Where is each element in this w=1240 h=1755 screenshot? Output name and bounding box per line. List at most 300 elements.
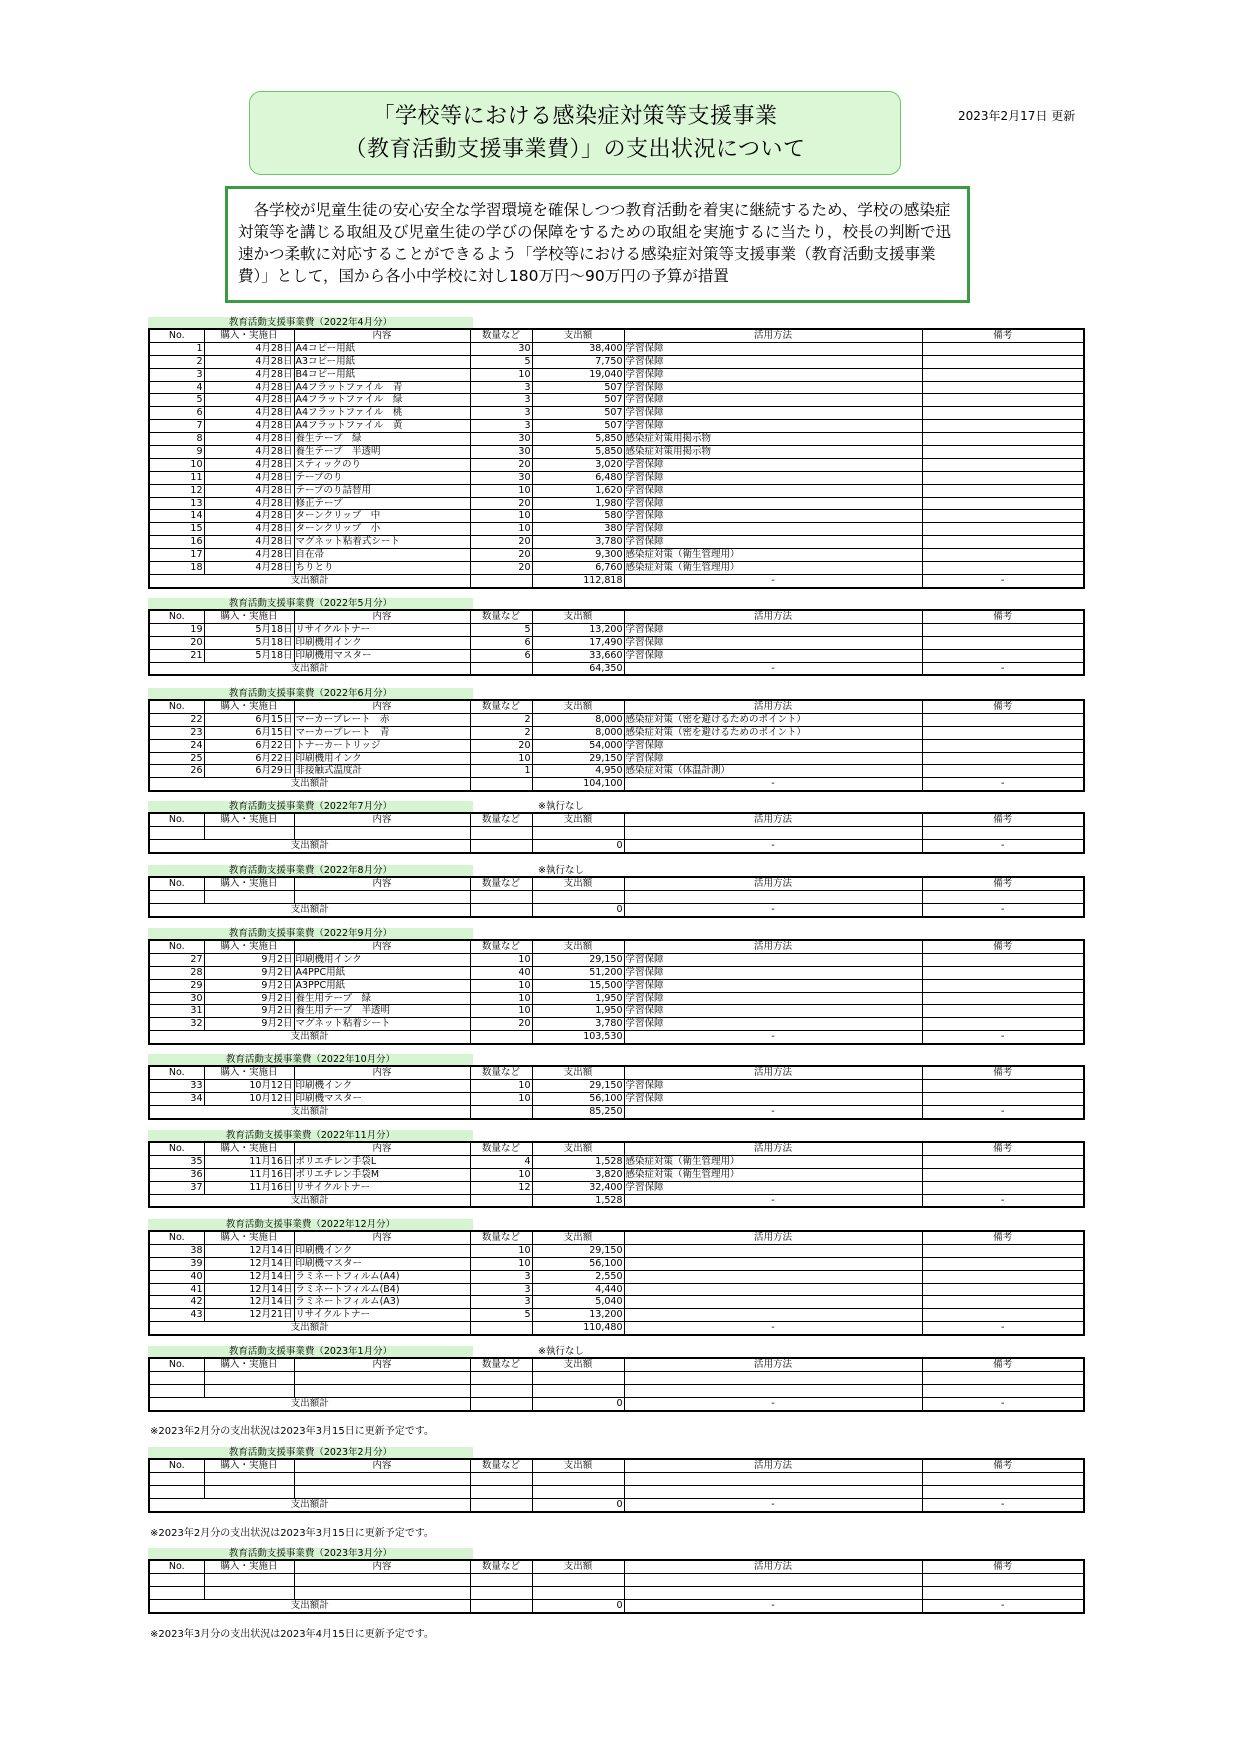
cell-use: 学習保障 [624, 649, 922, 662]
cell-amount: 1,950 [532, 992, 624, 1005]
cell-use: 学習保障 [624, 342, 922, 355]
column-header: 数量など [470, 329, 532, 342]
cell-no: 14 [149, 510, 204, 523]
cell-qty: 10 [470, 979, 532, 992]
expense-section [148, 1130, 1083, 1208]
cell-item: マグネット粘着式シート [294, 536, 470, 549]
cell-use: 感染症対策用掲示物 [624, 433, 922, 446]
footnote-3: ※2023年3月分の支出状況は2023年4月15日に更新予定です。 [150, 1629, 434, 1640]
cell-qty: 30 [470, 446, 532, 459]
cell-use [624, 890, 922, 903]
cell-date: 4月28日 [204, 381, 294, 394]
table-row [149, 342, 1084, 355]
cell-date: 4月28日 [204, 549, 294, 562]
cell-amount: 29,150 [532, 1079, 624, 1092]
column-header: 数量など [470, 940, 532, 953]
cell-item: 印刷機マスター [294, 1092, 470, 1105]
cell-qty: 10 [470, 1257, 532, 1270]
column-header: 支出額 [532, 329, 624, 342]
total-remarks: - [922, 903, 1084, 916]
cell-date: 4月28日 [204, 342, 294, 355]
cell-item: ターンクリップ 中 [294, 510, 470, 523]
cell-remarks [922, 562, 1084, 575]
cell-qty: 5 [470, 1309, 532, 1322]
cell-qty: 3 [470, 1283, 532, 1296]
cell-qty: 10 [470, 368, 532, 381]
cell-no: 18 [149, 562, 204, 575]
table-row [149, 433, 1084, 446]
cell-remarks [922, 752, 1084, 765]
cell-item: 養生テープ 半透明 [294, 446, 470, 459]
cell-remarks [922, 1018, 1084, 1031]
cell-remarks [922, 368, 1084, 381]
cell-use [624, 1257, 922, 1270]
cell-use: 学習保障 [624, 953, 922, 966]
cell-use: 学習保障 [624, 355, 922, 368]
cell-no: 40 [149, 1270, 204, 1283]
section-header [148, 1219, 1083, 1230]
column-header: 内容 [294, 1459, 470, 1472]
cell-remarks [922, 407, 1084, 420]
cell-qty: 5 [470, 355, 532, 368]
table-header-row [149, 700, 1084, 713]
table-row [149, 420, 1084, 433]
column-header: 購入・実施日 [204, 700, 294, 713]
no-execution-note: ※執行なし [538, 865, 584, 876]
total-remarks: - [922, 1194, 1084, 1207]
cell-use: 学習保障 [624, 1092, 922, 1105]
cell-amount: 1,528 [532, 1155, 624, 1168]
cell-remarks [922, 1270, 1084, 1283]
cell-no: 23 [149, 726, 204, 739]
table-row [149, 458, 1084, 471]
table-row [149, 1092, 1084, 1105]
cell-item: テープのり [294, 471, 470, 484]
cell-no: 28 [149, 966, 204, 979]
table-row [149, 623, 1084, 636]
cell-amount [532, 1384, 624, 1397]
cell-use: 学習保障 [624, 497, 922, 510]
cell-item [294, 1384, 470, 1397]
cell-qty: 3 [470, 420, 532, 433]
cell-no: 21 [149, 649, 204, 662]
cell-amount: 38,400 [532, 342, 624, 355]
column-header: No. [149, 1358, 204, 1371]
cell-item: 印刷機用インク [294, 953, 470, 966]
table-row [149, 1168, 1084, 1181]
cell-use: 感染症対策（衛生管理用） [624, 1155, 922, 1168]
total-qty [470, 839, 532, 852]
cell-remarks [922, 992, 1084, 1005]
column-header: No. [149, 1560, 204, 1573]
table-header-row [149, 877, 1084, 890]
column-header: 数量など [470, 1231, 532, 1244]
column-header: 備考 [922, 1066, 1084, 1079]
cell-item: ラミネートフィルム(A3) [294, 1296, 470, 1309]
total-label: 支出額計 [149, 1031, 470, 1044]
cell-use [624, 826, 922, 839]
cell-remarks [922, 726, 1084, 739]
cell-date [204, 1384, 294, 1397]
cell-qty: 4 [470, 1155, 532, 1168]
cell-amount: 3,780 [532, 1018, 624, 1031]
section-title: 教育活動支援事業費（2022年4月分） [148, 317, 473, 328]
expense-table [148, 1357, 1085, 1412]
cell-use: 感染症対策用掲示物 [624, 446, 922, 459]
column-header: 活用方法 [624, 877, 922, 890]
column-header: 内容 [294, 1142, 470, 1155]
cell-qty: 20 [470, 458, 532, 471]
expense-section [148, 1447, 1083, 1513]
total-row [149, 1194, 1084, 1207]
cell-amount: 54,000 [532, 739, 624, 752]
table-row [149, 368, 1084, 381]
cell-amount: 13,200 [532, 1309, 624, 1322]
column-header: 備考 [922, 940, 1084, 953]
table-row [149, 1005, 1084, 1018]
cell-amount: 13,200 [532, 623, 624, 636]
cell-remarks [922, 342, 1084, 355]
column-header: 支出額 [532, 1459, 624, 1472]
cell-no [149, 1472, 204, 1485]
column-header: No. [149, 813, 204, 826]
cell-qty: 20 [470, 536, 532, 549]
cell-item: 自在帚 [294, 549, 470, 562]
cell-qty [470, 890, 532, 903]
cell-remarks [922, 458, 1084, 471]
cell-remarks [922, 1586, 1084, 1599]
cell-use [624, 1485, 922, 1498]
column-header: 数量など [470, 1142, 532, 1155]
cell-item: 印刷機用インク [294, 752, 470, 765]
cell-date: 6月22日 [204, 752, 294, 765]
cell-date [204, 1371, 294, 1384]
cell-qty [470, 1472, 532, 1485]
cell-use [624, 1586, 922, 1599]
table-row [149, 510, 1084, 523]
section-header [148, 1054, 1083, 1065]
cell-remarks [922, 739, 1084, 752]
cell-remarks [922, 636, 1084, 649]
section-header [148, 928, 1083, 939]
total-method: - [624, 903, 922, 916]
cell-date: 5月18日 [204, 649, 294, 662]
cell-use [624, 1472, 922, 1485]
section-title: 教育活動支援事業費（2022年11月分） [148, 1130, 473, 1141]
column-header: 支出額 [532, 1142, 624, 1155]
cell-remarks [922, 394, 1084, 407]
page-title-line1: 「学校等における感染症対策等支援事業 [372, 104, 778, 129]
total-row [149, 778, 1084, 791]
total-method: - [624, 1031, 922, 1044]
cell-remarks [922, 433, 1084, 446]
cell-item: 修正テープ [294, 497, 470, 510]
column-header: 購入・実施日 [204, 1560, 294, 1573]
cell-amount [532, 1573, 624, 1586]
cell-amount: 507 [532, 420, 624, 433]
cell-no: 37 [149, 1181, 204, 1194]
expense-table [148, 876, 1085, 918]
cell-item: ラミネートフィルム(A4) [294, 1270, 470, 1283]
cell-item: 印刷機用マスター [294, 649, 470, 662]
column-header: 備考 [922, 700, 1084, 713]
table-row [149, 523, 1084, 536]
total-qty [470, 1498, 532, 1511]
cell-amount: 5,850 [532, 433, 624, 446]
section-header [148, 1346, 1083, 1357]
cell-item: A4コピー用紙 [294, 342, 470, 355]
column-header: 備考 [922, 1231, 1084, 1244]
cell-no [149, 1573, 204, 1586]
cell-qty: 5 [470, 623, 532, 636]
cell-qty: 10 [470, 1079, 532, 1092]
expense-table [148, 1065, 1085, 1120]
column-header: 購入・実施日 [204, 940, 294, 953]
column-header: 内容 [294, 1066, 470, 1079]
cell-remarks [922, 471, 1084, 484]
cell-amount: 9,300 [532, 549, 624, 562]
cell-remarks [922, 536, 1084, 549]
cell-use: 学習保障 [624, 636, 922, 649]
column-header: No. [149, 1459, 204, 1472]
updated-date: 2023年2月17日 更新 [958, 109, 1076, 123]
cell-use [624, 1283, 922, 1296]
total-remarks: - [922, 662, 1084, 675]
cell-qty: 10 [470, 484, 532, 497]
cell-date: 11月16日 [204, 1155, 294, 1168]
table-header-row [149, 1459, 1084, 1472]
cell-amount: 380 [532, 523, 624, 536]
cell-date [204, 890, 294, 903]
cell-date: 6月15日 [204, 713, 294, 726]
total-row [149, 1105, 1084, 1118]
total-qty [470, 903, 532, 916]
cell-use: 学習保障 [624, 1079, 922, 1092]
total-row [149, 839, 1084, 852]
cell-qty: 3 [470, 381, 532, 394]
table-row [149, 1472, 1084, 1485]
cell-amount: 580 [532, 510, 624, 523]
cell-amount: 29,150 [532, 953, 624, 966]
column-header: 内容 [294, 610, 470, 623]
cell-date: 9月2日 [204, 966, 294, 979]
table-row [149, 953, 1084, 966]
column-header: 支出額 [532, 877, 624, 890]
cell-qty [470, 1573, 532, 1586]
table-row [149, 1018, 1084, 1031]
cell-remarks [922, 381, 1084, 394]
cell-amount: 17,490 [532, 636, 624, 649]
cell-qty: 10 [470, 510, 532, 523]
cell-amount: 5,850 [532, 446, 624, 459]
total-amount: 112,818 [532, 574, 624, 587]
column-header: 支出額 [532, 1358, 624, 1371]
cell-qty: 2 [470, 726, 532, 739]
cell-date: 4月28日 [204, 510, 294, 523]
total-remarks: - [922, 1105, 1084, 1118]
cell-item: ターンクリップ 小 [294, 523, 470, 536]
footnote-1: ※2023年2月分の支出状況は2023年3月15日に更新予定です。 [150, 1426, 434, 1437]
cell-remarks [922, 1573, 1084, 1586]
expense-table [148, 1141, 1085, 1208]
table-row [149, 1485, 1084, 1498]
total-label: 支出額計 [149, 903, 470, 916]
column-header: 購入・実施日 [204, 877, 294, 890]
cell-date: 6月29日 [204, 765, 294, 778]
table-row [149, 1309, 1084, 1322]
cell-no: 41 [149, 1283, 204, 1296]
cell-use: 学習保障 [624, 752, 922, 765]
cell-no: 25 [149, 752, 204, 765]
cell-remarks [922, 1371, 1084, 1384]
cell-no: 26 [149, 765, 204, 778]
cell-use [624, 1296, 922, 1309]
cell-qty: 10 [470, 1092, 532, 1105]
column-header: 活用方法 [624, 940, 922, 953]
total-amount: 85,250 [532, 1105, 624, 1118]
cell-amount: 2,550 [532, 1270, 624, 1283]
total-qty [470, 574, 532, 587]
total-row [149, 1031, 1084, 1044]
cell-no: 6 [149, 407, 204, 420]
table-row [149, 1257, 1084, 1270]
cell-item: 非接触式温度計 [294, 765, 470, 778]
column-header: 活用方法 [624, 1560, 922, 1573]
table-row [149, 1384, 1084, 1397]
cell-qty [470, 826, 532, 839]
table-row [149, 1296, 1084, 1309]
cell-qty: 30 [470, 433, 532, 446]
cell-date: 4月28日 [204, 471, 294, 484]
cell-item: ちりとり [294, 562, 470, 575]
cell-date: 4月28日 [204, 484, 294, 497]
section-header [148, 688, 1083, 699]
table-row [149, 1181, 1084, 1194]
total-qty [470, 1105, 532, 1118]
cell-use: 感染症対策（体温計測） [624, 765, 922, 778]
cell-date: 4月28日 [204, 523, 294, 536]
cell-no: 31 [149, 1005, 204, 1018]
cell-remarks [922, 523, 1084, 536]
cell-date: 4月28日 [204, 497, 294, 510]
table-row [149, 826, 1084, 839]
column-header: 支出額 [532, 940, 624, 953]
cell-date: 4月28日 [204, 420, 294, 433]
expense-table [148, 328, 1085, 589]
column-header: 数量など [470, 1358, 532, 1371]
cell-qty: 1 [470, 765, 532, 778]
cell-use: 学習保障 [624, 458, 922, 471]
total-label: 支出額計 [149, 1194, 470, 1207]
cell-remarks [922, 484, 1084, 497]
table-row [149, 726, 1084, 739]
cell-qty: 10 [470, 1244, 532, 1257]
total-row [149, 903, 1084, 916]
cell-no: 3 [149, 368, 204, 381]
cell-date: 10月12日 [204, 1092, 294, 1105]
total-amount: 64,350 [532, 662, 624, 675]
cell-date [204, 1573, 294, 1586]
cell-use [624, 1371, 922, 1384]
cell-remarks [922, 510, 1084, 523]
cell-remarks [922, 1257, 1084, 1270]
table-row [149, 355, 1084, 368]
cell-date: 6月15日 [204, 726, 294, 739]
cell-item: マーカープレート 青 [294, 726, 470, 739]
section-header [148, 1548, 1083, 1559]
cell-date: 12月14日 [204, 1296, 294, 1309]
cell-date: 12月14日 [204, 1244, 294, 1257]
cell-date: 4月28日 [204, 355, 294, 368]
cell-amount [532, 1371, 624, 1384]
cell-item: 養生用テープ 半透明 [294, 1005, 470, 1018]
cell-qty: 20 [470, 562, 532, 575]
cell-date: 4月28日 [204, 433, 294, 446]
column-header: No. [149, 1066, 204, 1079]
section-header [148, 317, 1083, 328]
total-remarks: - [922, 1599, 1084, 1612]
table-row [149, 649, 1084, 662]
cell-qty: 10 [470, 523, 532, 536]
total-qty [470, 1599, 532, 1612]
table-row [149, 497, 1084, 510]
expense-section [148, 1054, 1083, 1120]
total-row [149, 1322, 1084, 1335]
table-row [149, 1283, 1084, 1296]
expense-table [148, 609, 1085, 676]
cell-no: 16 [149, 536, 204, 549]
column-header: 数量など [470, 1066, 532, 1079]
cell-date: 12月21日 [204, 1309, 294, 1322]
cell-use: 学習保障 [624, 523, 922, 536]
cell-use: 感染症対策（密を避けるためのポイント） [624, 713, 922, 726]
cell-remarks [922, 890, 1084, 903]
cell-amount: 4,440 [532, 1283, 624, 1296]
cell-no [149, 1485, 204, 1498]
column-header: No. [149, 1142, 204, 1155]
expense-table [148, 812, 1085, 854]
total-qty [470, 1194, 532, 1207]
section-title: 教育活動支援事業費（2022年6月分） [148, 688, 473, 699]
cell-date: 9月2日 [204, 979, 294, 992]
table-row [149, 1586, 1084, 1599]
cell-no: 15 [149, 523, 204, 536]
cell-amount [532, 890, 624, 903]
column-header: 備考 [922, 1358, 1084, 1371]
column-header: 活用方法 [624, 1459, 922, 1472]
cell-item: リサイクルトナー [294, 1181, 470, 1194]
cell-no [149, 826, 204, 839]
cell-use: 学習保障 [624, 979, 922, 992]
cell-date: 12月14日 [204, 1283, 294, 1296]
cell-item: ポリエチレン手袋M [294, 1168, 470, 1181]
cell-no: 9 [149, 446, 204, 459]
cell-no: 11 [149, 471, 204, 484]
cell-item: 印刷機インク [294, 1079, 470, 1092]
cell-item: リサイクルトナー [294, 1309, 470, 1322]
cell-qty: 3 [470, 1296, 532, 1309]
cell-no: 30 [149, 992, 204, 1005]
table-row [149, 446, 1084, 459]
cell-remarks [922, 1005, 1084, 1018]
page-title-line2: （教育活動支援事業費）」の支出状況について [344, 137, 806, 162]
column-header: 支出額 [532, 813, 624, 826]
table-header-row [149, 1358, 1084, 1371]
expense-section [148, 865, 1083, 918]
cell-no [149, 890, 204, 903]
cell-use: 学習保障 [624, 484, 922, 497]
cell-use: 学習保障 [624, 381, 922, 394]
